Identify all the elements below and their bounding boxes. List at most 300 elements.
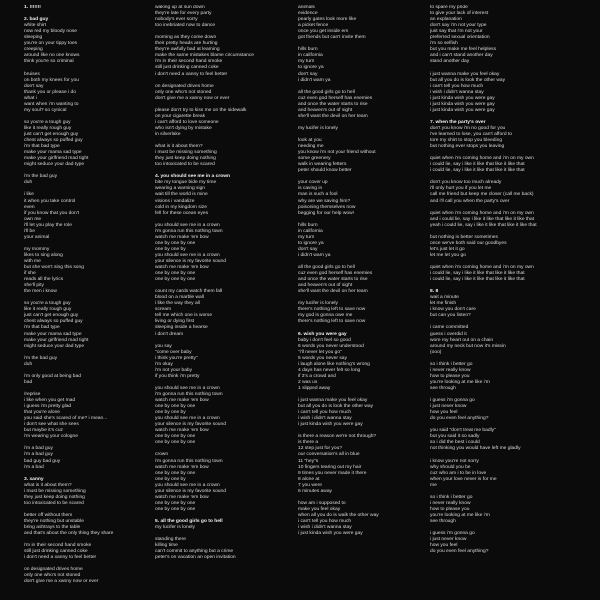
song-title: 7. when the party's over: [430, 119, 486, 125]
lyric-line: morning as they come down: [155, 35, 217, 41]
lyric-line: one by one by one: [155, 500, 196, 506]
lyric-line: bring ashtrays to the table: [24, 525, 81, 531]
lyric-line: i just kinda wish you were gay: [298, 531, 363, 537]
lyric-line: make the same mistakes blame circumstance: [155, 53, 254, 59]
lyric-line: let's just let it go: [430, 246, 465, 252]
lyric-line: poisoning themselves now: [298, 204, 356, 210]
lyric-line: you should see me in a crown: [155, 416, 220, 422]
lyric-line: like it really rough guy: [24, 307, 72, 313]
lyric-line: and once the water starts to rise: [298, 277, 368, 283]
lyric-line: 5 words you never say: [298, 355, 347, 361]
song-title: 5. all the good girls go to hell: [155, 518, 223, 524]
lyric-line: if you know that you don't: [24, 210, 80, 216]
lyric-line: you're on your tippy toes: [24, 41, 78, 47]
lyric-line: peter's on vacation an open invitation: [155, 555, 236, 561]
lyric-line: i'm a bad: [24, 464, 44, 470]
lyric-line: likes to sing along: [24, 252, 63, 258]
lyric-line: how you feel: [430, 543, 458, 549]
lyric-line: don't give me a xanny now or ever: [24, 579, 99, 585]
lyric-line: my turn: [298, 59, 315, 65]
lyric-line: the men i know: [24, 289, 57, 295]
lyric-line: once we've both said our goodbyes: [430, 240, 507, 246]
lyric-line: i'm gonna run this nothing town: [155, 228, 223, 234]
lyric-line: i can't afford to love someone: [155, 119, 219, 125]
lyric-line: their pretty heads are hurting: [155, 41, 218, 47]
lyric-line: better off without them: [24, 512, 73, 518]
lyric-line: i just wanna make you feel okay: [430, 71, 500, 77]
lyric-line: fell for these ocean eyes: [155, 210, 209, 216]
lyric-line: all the good girls go to hell: [298, 89, 355, 95]
lyric-line: i'll be: [24, 228, 35, 234]
lyric-line: my turn: [298, 234, 315, 240]
lyric-line: now red my bloody nose: [24, 29, 78, 35]
lyric-line: 11 "hey"s: [298, 458, 319, 464]
lyric-line: cold in my kingdom size: [155, 204, 207, 210]
lyric-line: see through: [430, 385, 456, 391]
lyric-line: your silence is my favorite sound: [155, 488, 226, 494]
lyric-line: i'm in their second hand smoke: [24, 543, 92, 549]
lyric-line: you should see me in a crown: [155, 482, 220, 488]
lyric-line: chest always so puffed guy: [24, 138, 83, 144]
lyric-line: what is it about them?: [155, 144, 203, 150]
lyric-line: don't say: [298, 71, 318, 77]
lyric-line: so i think i better go: [430, 494, 473, 500]
lyric-line: too intoxicated to be scared: [155, 162, 215, 168]
lyric-line: sleeping: [24, 35, 43, 41]
lyric-line: "i'll never let you go": [298, 349, 342, 355]
lyric-line: my god is gonna owe me: [298, 313, 353, 319]
lyric-line: i don't need a xanny to feel better: [155, 71, 228, 77]
lyric-line: quiet when i'm coming home and i'm on my own: [430, 210, 534, 216]
lyric-line: what i: [24, 95, 37, 101]
lyric-line: all the good girls go to hell: [298, 265, 355, 271]
lyric-line: i don't need a xanny to feel better: [24, 555, 97, 561]
lyric-line: don't you know i'm no good for you: [430, 125, 506, 131]
lyric-line: around my neck but now it's missin: [430, 343, 506, 349]
lyric-line: you say: [155, 343, 172, 349]
lyric-line: they just keep doing nothing: [24, 494, 85, 500]
lyric-line: 8 alone at: [298, 476, 320, 482]
lyric-line: even: [24, 204, 35, 210]
lyric-line: you're looking at me like i'm: [430, 379, 490, 385]
lyric-line: one by one by: [155, 246, 186, 252]
lyric-line: /reprise: [24, 392, 41, 397]
lyric-line: i'm gonna run this nothing town: [155, 458, 223, 464]
lyric-line: i never really know: [430, 367, 471, 373]
lyric-line: once you get inside em: [298, 29, 349, 35]
lyric-line: 12 step just for you?: [298, 446, 343, 452]
lyric-line: your cover up: [298, 180, 328, 186]
lyric-line: crown: [155, 452, 169, 458]
lyric-line: creeping: [24, 47, 43, 53]
lyric-line: what is it about them?: [24, 482, 72, 488]
lyric-line: 6 words you never understood: [298, 343, 364, 349]
lyric-line: how to please you: [430, 373, 470, 379]
lyrics-column-1: [24, 5, 162, 586]
lyric-line: look at you: [298, 138, 322, 144]
lyric-line: it when you take control: [24, 198, 76, 204]
lyric-line: 4 days has never felt so long: [298, 367, 361, 373]
lyric-line: i could lie, say i like it like that like it like that: [430, 162, 525, 168]
lyric-line: i never really know: [430, 500, 471, 506]
lyric-line: your animal: [24, 234, 50, 240]
lyric-line: got friends but can't invite them: [298, 35, 366, 41]
lyric-line: want when i'm wanting to: [24, 101, 79, 107]
lyric-line: 2 was us: [298, 379, 318, 385]
lyric-line: and that's about the only thing they share: [24, 531, 114, 537]
lyric-line: how am i supposed to: [298, 500, 346, 506]
lyric-line: she'll want the devil on her team: [298, 289, 368, 295]
lyric-line: i like: [24, 192, 34, 198]
lyric-line: one by one by one: [155, 470, 196, 476]
lyric-line: so i think i better go: [430, 361, 473, 367]
song-title: 2. bad guy: [24, 17, 49, 23]
lyric-line: they're awfully bad at learning: [155, 47, 220, 53]
lyric-line: don't say i'm not your type: [430, 23, 487, 29]
lyric-line: might seduce your dad type: [24, 343, 85, 349]
lyric-line: your silence is my favorite sound: [155, 258, 226, 264]
lyric-line: do you even feel anything?: [430, 416, 489, 422]
lyric-line: bad guy bad guy: [24, 458, 61, 464]
lyric-line: in california: [298, 228, 323, 234]
lyric-line: on designated drives home: [24, 567, 83, 573]
lyric-line: animals: [298, 5, 315, 10]
lyric-line: cuz even god herself has enemies: [298, 95, 373, 101]
lyric-line: just can't get enough guy: [24, 313, 79, 319]
lyric-line: i'm gonna run this nothing town: [155, 392, 223, 397]
lyric-line: duh: [24, 361, 33, 367]
lyric-line: scream: [155, 307, 172, 313]
lyric-line: make your mama sad type: [24, 150, 82, 156]
lyric-line: duh: [24, 180, 33, 186]
lyric-line: there's nothing left to save now: [298, 319, 366, 325]
lyric-line: if she: [24, 271, 36, 277]
lyric-line: i'm a bad guy: [24, 452, 53, 458]
lyric-line: bad: [24, 379, 33, 385]
lyric-line: i'm wearing your cologne: [24, 434, 78, 440]
lyric-line: is there a: [298, 440, 319, 446]
lyric-line: i could lie, say i like it like that like it like that: [430, 277, 525, 283]
lyric-line: one by one by one: [155, 277, 196, 283]
lyric-line: my mommy: [24, 246, 50, 252]
lyric-line: can't commit to anything but a crime: [155, 549, 234, 555]
lyric-line: just say that i'm not your: [430, 29, 483, 35]
lyric-line: wait till the world is mine: [155, 192, 208, 198]
lyric-line: sleeping inside a hearse: [155, 325, 208, 331]
lyric-line: i just never know: [430, 404, 467, 410]
lyric-line: our conversation's all in blue: [298, 452, 360, 458]
lyric-line: watch me make 'em bow: [155, 464, 209, 470]
lyric-line: on both my knees for you: [24, 77, 79, 83]
lyric-line: might seduce your dad type: [24, 162, 85, 168]
lyric-line: is there a reason we're not through?: [298, 434, 377, 440]
lyric-line: bite my tongue bide my time: [155, 180, 217, 186]
lyric-line: around like no one knows: [24, 53, 80, 59]
lyric-line: i'm that bad type: [24, 325, 60, 331]
lyric-line: but maybe it's cuz: [24, 428, 63, 434]
lyric-line: one by one by one: [155, 506, 196, 512]
lyric-line: pearly gates look more like: [298, 17, 357, 23]
lyric-line: to give your lack of interest: [430, 11, 489, 17]
lyric-line: she'll want the devil on her team: [298, 113, 368, 119]
lyric-line: i can't tell you how much: [298, 518, 352, 524]
lyric-line: please don't try to kiss me on the sidewalk: [155, 107, 247, 113]
lyric-line: cuz even god herself has enemies: [298, 271, 373, 277]
lyric-line: you should see me in a crown: [155, 222, 220, 228]
lyric-line: make your girlfriend mad tight: [24, 337, 89, 343]
lyric-line: stand another day: [430, 59, 470, 65]
lyric-line: one by one by one: [155, 271, 196, 277]
lyric-line: i just kinda wish you were gay: [430, 95, 495, 101]
lyric-line: count my cards watch them fall: [155, 289, 223, 295]
lyric-line: let me let you go: [430, 252, 466, 258]
lyric-line: why are we saving him?: [298, 198, 351, 204]
lyric-line: they're late for every party: [155, 11, 212, 17]
lyric-line: and heaven's out of sight: [298, 283, 353, 289]
lyric-line: i just kinda wish you were gay: [430, 107, 495, 113]
lyric-line: why should you be: [430, 464, 471, 470]
lyric-line: they just keep doing nothing: [155, 156, 216, 162]
lyric-line: 1 slipped away: [298, 385, 331, 391]
lyric-line: if 3's a crowd and: [298, 373, 336, 379]
lyric-line: in silverlake: [155, 131, 181, 137]
lyric-line: hills burn: [298, 222, 318, 228]
lyric-line: i laugh alone like nothing's wrong: [298, 361, 370, 367]
lyric-line: i can't tell you how much: [430, 83, 484, 89]
lyric-line: that you're alone: [24, 410, 61, 416]
lyric-line: you should see me in a crown: [155, 252, 220, 258]
lyric-line: like it really rough guy: [24, 125, 72, 131]
lyric-line: still just drinking canned coke: [24, 549, 88, 555]
lyric-line: some greenery: [298, 156, 331, 162]
lyric-line: i like when you get mad: [24, 398, 76, 404]
song-title: 3. xanny: [24, 476, 44, 482]
lyric-line: and i can't stand another day: [430, 53, 493, 59]
lyric-line: wore my heart out on a chain: [430, 337, 494, 343]
lyric-line: preferred sexual orientation: [430, 35, 490, 41]
lyric-line: she'll pity: [24, 283, 44, 289]
lyric-line: watch me make 'em bow: [155, 234, 209, 240]
lyric-line: they're nothing but unstable: [24, 518, 84, 524]
lyric-line: wearing a warning sign: [155, 186, 206, 192]
lyric-line: and i could lie, say i like it like that like it like that: [430, 216, 535, 222]
lyric-line: killing time: [155, 543, 178, 549]
lyric-line: own me: [24, 216, 42, 222]
lyric-line: just can't get enough guy: [24, 131, 79, 137]
lyric-line: only one who's not stoned: [155, 89, 212, 95]
lyrics-column-2: [155, 5, 293, 561]
lyric-line: but can you listen?: [430, 313, 471, 319]
lyric-line: i'm the bad guy: [24, 174, 58, 180]
lyric-line: baby i don't feel so good: [298, 337, 351, 343]
lyric-line: you know i'm not your friend without: [298, 150, 376, 156]
lyric-line: visions i vandalize: [155, 198, 195, 204]
lyric-line: i wish i didn't wanna stay: [298, 525, 352, 531]
lyric-line: blood on a marble wall: [155, 295, 204, 301]
lyric-line: i'm okay: [155, 361, 173, 367]
lyric-line: evidence: [298, 11, 318, 17]
lyric-line: to ignore ya: [298, 65, 324, 71]
lyric-line: i could lie, say i like it like that like it like that: [430, 271, 525, 277]
lyric-line: one by one by one: [155, 240, 196, 246]
lyric-line: standing there: [155, 537, 186, 543]
lyric-line: me: [430, 482, 437, 488]
lyric-line: when your love never is for me: [430, 476, 497, 482]
lyric-line: do you even feel anything?: [430, 549, 489, 555]
lyric-line: 10 fingers tearing out my hair: [298, 464, 362, 470]
lyric-line: so i did the best i could: [430, 440, 480, 446]
lyric-line: there's nothing left to save now: [298, 307, 366, 313]
lyric-line: i'm a bad guy: [24, 446, 53, 452]
lyric-line: is caving in: [298, 186, 323, 192]
lyric-line: you're looking at me like i'm: [430, 512, 490, 518]
lyric-line: when all you do is walk the other way: [298, 512, 379, 518]
lyric-line: don't give me a xanny now or ever: [155, 95, 230, 101]
lyric-line: yeah i could lie, say i like it like that like it like that: [430, 222, 537, 228]
lyric-line: i came committed: [430, 325, 469, 331]
lyric-line: i know you don't care: [430, 307, 476, 313]
lyric-line: who isn't dying by mistake: [155, 125, 212, 131]
lyric-line: i didn't warn ya: [298, 252, 331, 258]
lyric-line: i've learned to lose, you can't afford to: [430, 131, 512, 137]
lyric-line: on your cigarette break: [155, 113, 206, 119]
lyric-line: don't say: [298, 246, 318, 252]
lyric-line: 6 minutes away: [298, 488, 332, 494]
lyric-line: to ignore ya: [298, 240, 324, 246]
lyric-line: one by one by: [155, 410, 186, 416]
lyric-line: i guess i'm pretty glad: [24, 404, 72, 410]
lyric-line: i wish i didn't wanna stay: [298, 416, 352, 422]
lyric-line: watch me make 'em bow: [155, 428, 209, 434]
lyric-line: your silence is my favorite sound: [155, 422, 226, 428]
lyric-line: tell me which one is worse: [155, 313, 213, 319]
lyric-line: i'm in their second hand smoke: [155, 59, 223, 65]
lyric-line: waking up at sun down: [155, 5, 205, 10]
lyric-line: i must be missing something: [155, 150, 217, 156]
song-title: 6. wish you were gay: [298, 331, 347, 337]
lyric-line: quiet when i'm coming home and i'm on my own: [430, 265, 534, 271]
lyric-line: my soul? so cynical: [24, 107, 67, 113]
lyric-line: one by one by: [155, 476, 186, 482]
lyric-line: you said she's scared of me? i mean...: [24, 416, 108, 422]
lyric-line: cuz who am i to be in love: [430, 470, 487, 476]
lyric-line: make your girlfriend mad tight: [24, 156, 89, 162]
lyric-line: 9 times you never made it there: [298, 470, 367, 476]
lyric-line: and once the water starts to rise: [298, 101, 368, 107]
lyric-line: i could lie, say i like it like that like it like that: [430, 168, 525, 174]
lyric-line: too intoxicated to be scared: [24, 500, 84, 506]
lyric-line: i don't see what she sees: [24, 422, 79, 428]
lyric-line: needing me: [298, 144, 324, 150]
lyric-line: 7 you were: [298, 482, 322, 488]
lyric-line: make your mama sad type: [24, 331, 82, 337]
lyric-line: walk in wearing fetters: [298, 162, 347, 168]
lyric-line: so you're a tough guy: [24, 301, 71, 307]
lyric-line: peter should know better: [298, 168, 352, 174]
lyric-line: you said "don't treat me badly": [430, 428, 496, 434]
lyric-line: if you think i'm pretty: [155, 373, 200, 379]
lyric-line: reads all the lyrics: [24, 277, 64, 283]
lyric-line: i must be missing something: [24, 488, 86, 494]
lyric-line: but all you do is look the other way: [298, 404, 374, 410]
lyric-line: wait a minute: [430, 295, 459, 301]
lyric-line: and heaven's out of sight: [298, 107, 353, 113]
lyric-line: watch me make 'em bow: [155, 494, 209, 500]
lyric-line: i'll only hurt you if you let me: [430, 186, 492, 192]
lyric-line: too inebriated now to dance: [155, 23, 216, 29]
lyric-line: but you said it so sadly: [430, 434, 480, 440]
lyric-line: i just kinda wish you were gay: [298, 422, 363, 428]
lyric-line: how you feel: [430, 410, 458, 416]
lyric-line: white shirt: [24, 23, 47, 29]
lyric-line: bruises: [24, 71, 40, 77]
lyric-line: i'm only good at being bad: [24, 373, 81, 379]
lyric-line: a picket fence: [298, 23, 329, 29]
lyric-line: nobody's ever sorry: [155, 17, 198, 23]
lyric-line: i'm not your baby: [155, 367, 193, 373]
lyric-line: make you feel okay: [298, 506, 341, 512]
lyric-line: begging for our help wow!: [298, 210, 355, 216]
lyric-line: guess i overdid it: [430, 331, 467, 337]
lyric-line: to spare my pride: [430, 5, 468, 10]
lyric-line: i just kinda wish you were gay: [430, 101, 495, 107]
lyric-line: one by one by one: [155, 440, 196, 446]
lyric-line: but nothing is better sometimes: [430, 234, 498, 240]
lyrics-column-3: [298, 5, 436, 537]
lyric-line: i just never know: [430, 537, 467, 543]
lyric-line: i guess i'm gonna go: [430, 531, 475, 537]
song-title: 4. you should see me in a crown: [155, 174, 231, 180]
lyric-line: you should see me in a crown: [155, 385, 220, 391]
lyric-line: i can't tell you how much: [298, 410, 352, 416]
lyric-line: i like the way they all: [155, 301, 200, 307]
lyric-line: but nothing ever stops you leaving: [430, 144, 505, 150]
lyric-line: not thinking you would have left me gladly: [430, 446, 521, 452]
lyric-line: in california: [298, 53, 323, 59]
lyric-line: tore my shirt to stop you bleeding: [430, 138, 503, 144]
lyric-line: i wish i didn't wanna stay: [430, 89, 484, 95]
lyric-line: i guess i'm gonna go: [430, 398, 475, 404]
lyric-line: but she won't sing this song: [24, 265, 84, 271]
lyric-line: one by one by one: [155, 404, 196, 410]
lyric-line: watch me make 'em bow: [155, 265, 209, 271]
lyric-line: watch me make 'em bow: [155, 398, 209, 404]
lyric-line: how to please you: [430, 506, 470, 512]
lyric-line: don't say: [24, 83, 44, 89]
lyric-line: living or dying first: [155, 319, 195, 325]
lyric-line: hills burn: [298, 47, 318, 53]
lyric-line: "come over baby: [155, 349, 192, 355]
song-title: 8. 8: [430, 289, 439, 295]
lyric-line: i didn't warn ya: [298, 77, 331, 83]
lyric-line: chest always so puffed guy: [24, 319, 83, 325]
lyric-line: i just wanna make you feel okay: [298, 398, 368, 404]
lyric-line: only one who's not stoned: [24, 573, 81, 579]
lyric-line: don't you know too much already: [430, 180, 502, 186]
lyric-line: but you make me feel helpless: [430, 47, 497, 53]
lyric-line: think you're so criminal: [24, 59, 74, 65]
song-title: 1. !!!!!!!: [24, 5, 41, 10]
lyric-line: see through: [430, 518, 456, 524]
lyric-line: i know you're not sorry: [430, 458, 479, 464]
lyric-line: call me friend but keep me closer (call me back): [430, 192, 534, 198]
lyric-line: but all you do is look the other way: [430, 77, 506, 83]
lyric-line: an explanation: [430, 17, 462, 23]
lyric-line: so you're a tough guy: [24, 119, 71, 125]
lyric-line: still just drinking canned coke: [155, 65, 219, 71]
lyric-line: my lucifer is lonely: [298, 301, 338, 307]
lyric-line: quiet when i'm coming home and i'm on my own: [430, 156, 534, 162]
